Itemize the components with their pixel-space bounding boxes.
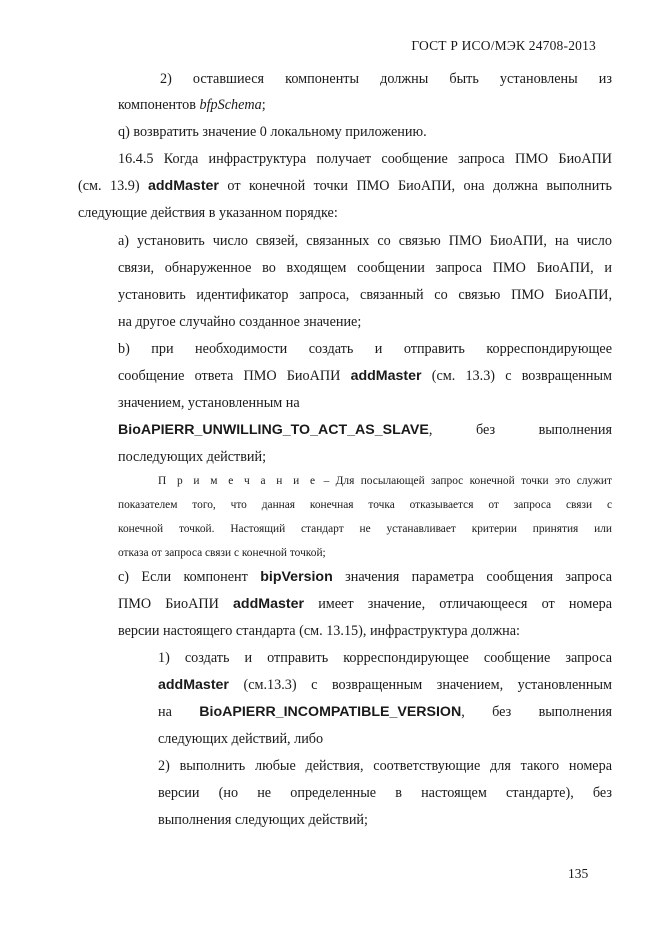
code-term: addMaster	[148, 178, 219, 194]
note-line: отказа от запроса связи с конечной точкой;	[118, 547, 326, 559]
note-line: П р и м е ч а н и е – Для посылающей запрос конечной точки это служит	[158, 475, 612, 487]
text-line: связи, обнаруженное во входящем сообщении запроса ПМО БиоАПИ, и	[118, 260, 612, 276]
text-line: b) при необходимости создать и отправить корреспондирующее	[118, 341, 612, 357]
text-line: версии (но не определенные в настоящем стандарте), без	[158, 785, 612, 801]
text-line: последующих действий;	[118, 449, 267, 465]
document-header: ГОСТ Р ИСО/МЭК 24708-2013	[411, 38, 596, 53]
code-term: bipVersion	[260, 569, 333, 585]
text-line: 2) оставшиеся компоненты должны быть установлены из	[160, 71, 612, 87]
text-line: следующих действий, либо	[158, 731, 324, 747]
note-line: показателем того, что данная конечная точка отказывается от запроса связи с	[118, 499, 612, 511]
code-term: BioAPIERR_UNWILLING_TO_ACT_AS_SLAVE	[118, 422, 429, 438]
text-line: сообщение ответа ПМО БиоАПИ addMaster (см. 13.3) с возвращенным	[118, 368, 613, 384]
code-term: addMaster	[350, 368, 422, 384]
note-line: конечной точкой. Настоящий стандарт не устанавливает критерии принятия или	[118, 523, 612, 535]
code-term: addMaster	[158, 677, 229, 693]
text-line: установить идентификатор запроса, связанный со связью ПМО БиоАПИ,	[118, 287, 612, 303]
text-line: addMaster (см.13.3) с возвращенным значением, установленным	[158, 677, 612, 693]
text-line: 1) создать и отправить корреспондирующее сообщение запроса	[158, 650, 612, 666]
text-line: выполнения следующих действий;	[158, 812, 368, 828]
text-line: значением, установленным на	[118, 395, 300, 411]
text-line: (см. 13.9) addMaster от конечной точки ПМО БиоАПИ, она должна выполнить	[78, 178, 612, 194]
text-line: версии настоящего стандарта (см. 13.15), инфраструктура должна:	[118, 623, 520, 639]
text-line: ПМО БиоАПИ addMaster имеет значение, отличающееся от номера	[118, 596, 613, 612]
text-line: BioAPIERR_UNWILLING_TO_ACT_AS_SLAVE, без выполнения	[118, 422, 612, 438]
text-line: 16.4.5 Когда инфраструктура получает сообщение запроса ПМО БиоАПИ	[118, 151, 612, 167]
italic-term: bfpSchema	[199, 97, 262, 113]
text-line: на BioAPIERR_INCOMPATIBLE_VERSION, без выполнения	[158, 704, 612, 720]
text-line: c) Если компонент bipVersion значения параметра сообщения запроса	[118, 569, 613, 585]
code-term: addMaster	[233, 596, 305, 612]
text-line: a) установить число связей, связанных со связью ПМО БиоАПИ, на число	[118, 233, 612, 249]
text-line: 2) выполнить любые действия, соответствующие для такого номера	[158, 758, 612, 774]
text-line: следующие действия в указанном порядке:	[78, 205, 338, 221]
text-line: q) возвратить значение 0 локальному приложению.	[118, 124, 427, 140]
text-line: на другое случайно созданное значение;	[118, 314, 362, 330]
text-line: компонентов bfpSchema;	[118, 97, 266, 113]
code-term: BioAPIERR_INCOMPATIBLE_VERSION	[199, 704, 462, 720]
page-number: 135	[568, 866, 589, 881]
note-label: П р и м е ч а н и е	[158, 475, 318, 487]
